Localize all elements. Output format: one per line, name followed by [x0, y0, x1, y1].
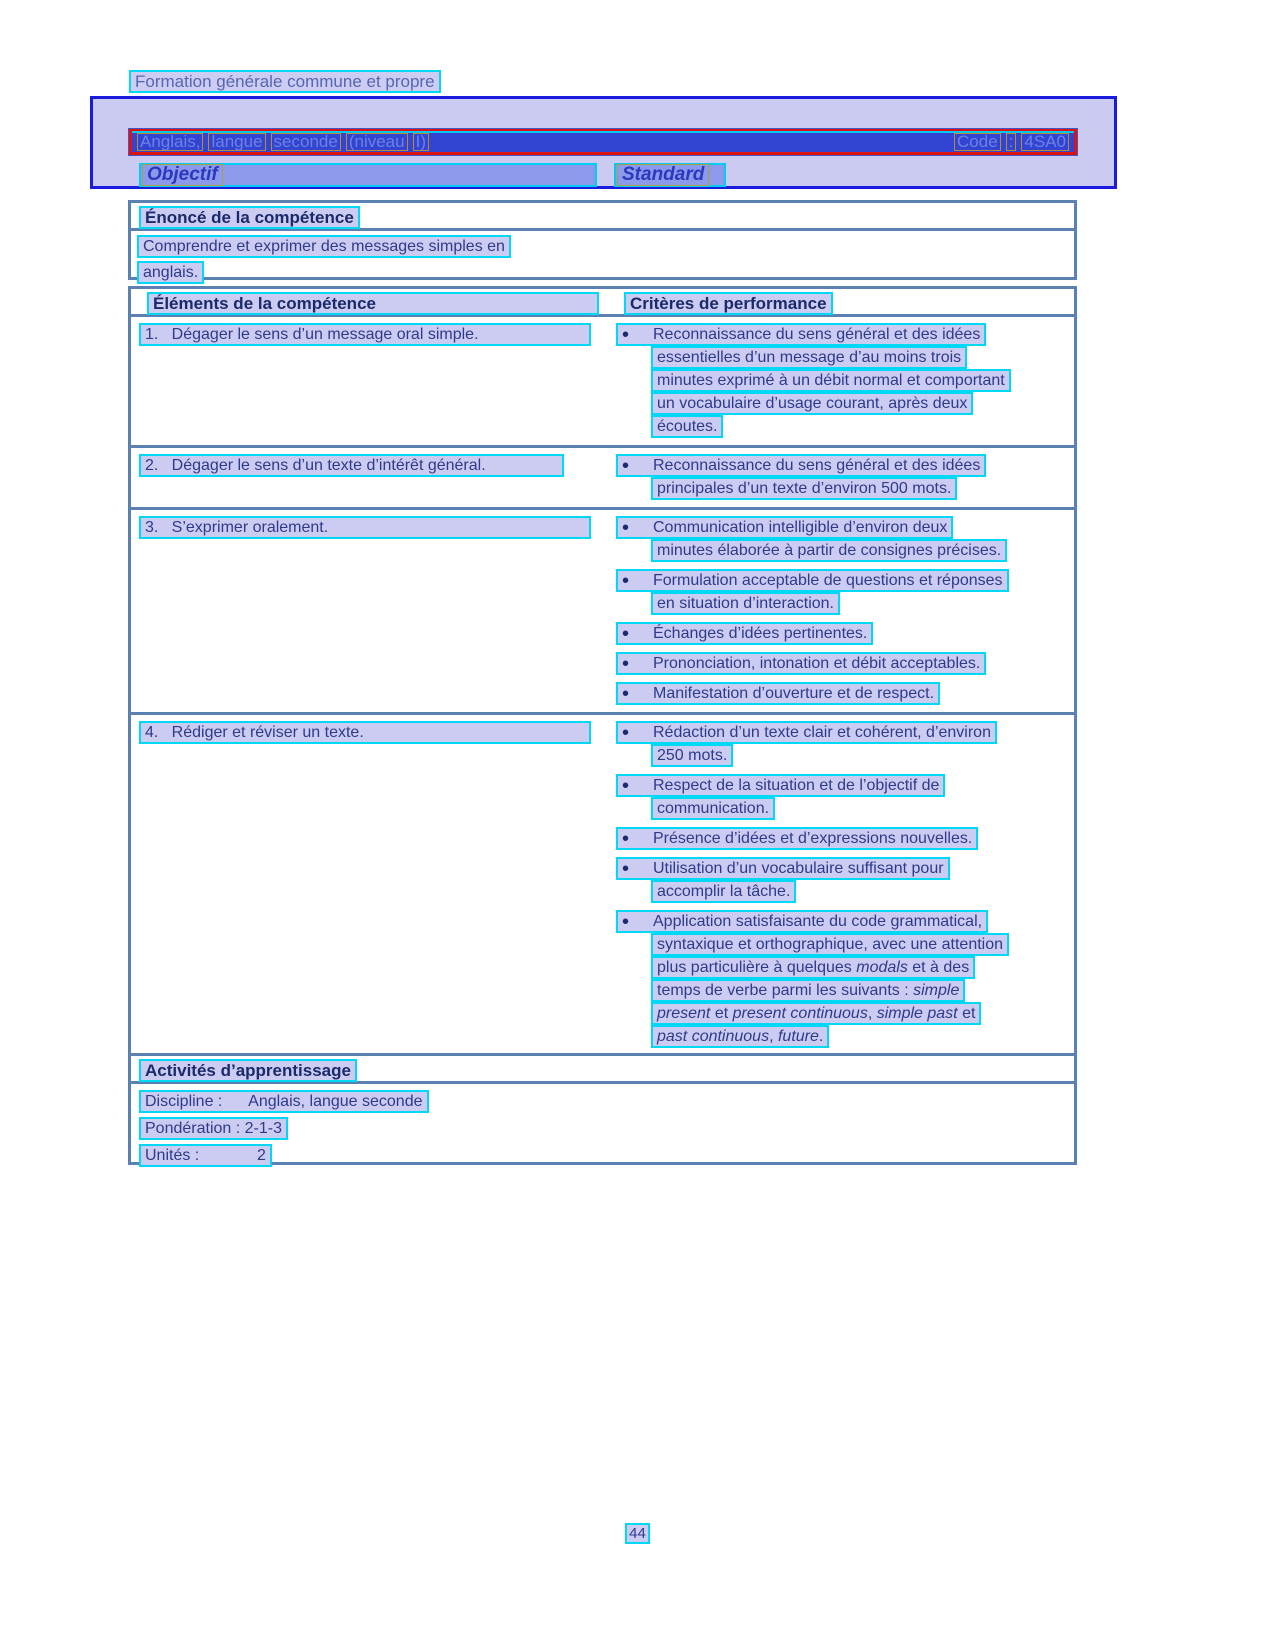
banner-course — [137, 133, 429, 151]
criterion-line — [616, 857, 1068, 880]
banner-word: seconde — [271, 133, 341, 151]
competence-row — [131, 715, 1074, 1085]
criterion-line — [651, 744, 1068, 767]
criterion-item — [616, 652, 1068, 675]
criterion-item — [616, 454, 1068, 500]
enonce-title: Énoncé de la compétence — [139, 206, 360, 229]
criterion-line — [651, 880, 1068, 903]
criterion-line — [616, 827, 1068, 850]
text-highlight — [616, 323, 986, 346]
text-highlight: Unités : 2 — [139, 1144, 272, 1167]
criterion-line — [616, 721, 1068, 744]
criterion-line — [651, 797, 1068, 820]
text-highlight — [616, 516, 953, 539]
criteria-cell — [616, 510, 1074, 712]
criteres-header-cell — [624, 292, 833, 314]
criterion-line — [651, 956, 1068, 979]
objectif-standard-panel — [90, 96, 1117, 189]
criterion-text: Formulation acceptable de questions et réponses — [653, 572, 1003, 589]
page-number-container — [0, 1523, 1275, 1544]
criterion-text: Application satisfaisante du code grammatical, — [653, 913, 983, 930]
banner-code-word: Code — [954, 133, 1001, 151]
text-highlight: communication. — [651, 797, 775, 820]
text-highlight — [616, 910, 988, 933]
text-highlight — [616, 682, 940, 705]
activites-title: Activités d’apprentissage — [139, 1059, 357, 1082]
text-highlight: essentielles d’un message d’au moins trois — [651, 346, 967, 369]
criterion-line — [651, 1002, 1068, 1025]
criterion-line — [616, 454, 1068, 477]
text-highlight: un vocabulaire d’usage courant, après deux — [651, 392, 973, 415]
banner-code-word: 4SA0 — [1021, 133, 1069, 151]
standard-column-header — [614, 163, 726, 187]
element-text: 4. Rédiger et réviser un texte. — [139, 721, 591, 744]
bullet-icon: • — [622, 569, 630, 592]
criterion-line — [651, 933, 1068, 956]
activites-table — [128, 1053, 1077, 1165]
criterion-item — [616, 323, 1068, 438]
criterion-item — [616, 910, 1068, 1048]
banner-word: I) — [413, 133, 429, 151]
running-header — [129, 70, 441, 93]
text-highlight: present et present continuous, simple past et — [651, 1002, 981, 1025]
criterion-line — [651, 477, 1068, 500]
text-highlight: écoutes. — [651, 415, 723, 438]
bullet-icon: • — [622, 774, 630, 797]
criterion-line — [651, 415, 1068, 438]
competence-table — [128, 286, 1077, 1088]
criterion-item — [616, 827, 1068, 850]
bullet-icon: • — [622, 323, 630, 346]
banner-code — [954, 133, 1069, 151]
criterion-item — [616, 569, 1068, 615]
text-highlight: minutes exprimé à un débit normal et comportant — [651, 369, 1011, 392]
text-highlight — [616, 857, 950, 880]
criterion-line — [651, 539, 1068, 562]
criterion-line — [651, 346, 1068, 369]
criterion-item — [616, 857, 1068, 903]
competence-header-row — [131, 289, 1074, 317]
activites-line — [139, 1117, 1074, 1144]
criteres-header: Critères de performance — [624, 292, 833, 315]
banner-word: langue — [208, 133, 265, 151]
criterion-line — [616, 323, 1068, 346]
banner-word: Anglais, — [137, 133, 203, 151]
criterion-line — [651, 1025, 1068, 1048]
text-highlight: Discipline : Anglais, langue seconde — [139, 1090, 429, 1113]
criterion-text: Présence d’idées et d’expressions nouvelles. — [653, 830, 973, 847]
competence-rows — [131, 317, 1074, 1085]
criteria-cell — [616, 317, 1074, 445]
elements-header-cell — [139, 292, 624, 314]
criterion-line — [651, 392, 1068, 415]
text-highlight — [616, 827, 978, 850]
element-text: 1. Dégager le sens d’un message oral simple. — [139, 323, 591, 346]
criterion-line — [616, 682, 1068, 705]
text-highlight: Comprendre et exprimer des messages simples en — [137, 235, 511, 258]
text-highlight — [616, 652, 986, 675]
criterion-text: Reconnaissance du sens général et des idées — [653, 457, 981, 474]
text-highlight: minutes élaborée à partir de consignes précises. — [651, 539, 1007, 562]
criterion-line — [616, 910, 1068, 933]
text-highlight — [616, 774, 945, 797]
element-text: 2. Dégager le sens d’un texte d’intérêt général. — [139, 454, 564, 477]
competence-row — [131, 448, 1074, 510]
element-cell — [131, 510, 616, 712]
criterion-text: Communication intelligible d’environ deux — [653, 519, 948, 536]
criterion-line — [616, 774, 1068, 797]
course-title-banner — [128, 128, 1078, 156]
element-text: 3. S’exprimer oralement. — [139, 516, 591, 539]
banner-code-word: : — [1006, 133, 1017, 151]
elements-header: Éléments de la compétence — [147, 292, 599, 315]
competence-row — [131, 510, 1074, 715]
criterion-item — [616, 516, 1068, 562]
criterion-line — [616, 569, 1068, 592]
text-highlight — [616, 721, 997, 744]
text-highlight: past continuous, future. — [651, 1025, 829, 1048]
text-highlight: 250 mots. — [651, 744, 733, 767]
text-highlight: plus particulière à quelques modals et à des — [651, 956, 975, 979]
criterion-text: Rédaction d’un texte clair et cohérent, d’environ — [653, 724, 991, 741]
text-highlight: anglais. — [137, 261, 204, 284]
enonce-header-row — [131, 203, 1074, 231]
bullet-icon: • — [622, 721, 630, 744]
standard-label: Standard — [617, 164, 709, 186]
element-cell — [131, 317, 616, 445]
bullet-icon: • — [622, 516, 630, 539]
activites-line — [139, 1090, 1074, 1117]
bullet-icon: • — [622, 857, 630, 880]
banner-word: (niveau — [346, 133, 408, 151]
text-highlight: accomplir la tâche. — [651, 880, 796, 903]
activites-header-row — [131, 1056, 1074, 1084]
text-highlight: temps de verbe parmi les suivants : simple — [651, 979, 965, 1002]
text-highlight — [616, 569, 1009, 592]
criterion-line — [616, 652, 1068, 675]
criterion-line — [651, 369, 1068, 392]
text-highlight: principales d’un texte d’environ 500 mots. — [651, 477, 957, 500]
criterion-text: Prononciation, intonation et débit acceptables. — [653, 655, 981, 672]
text-highlight: Pondération : 2-1-3 — [139, 1117, 288, 1140]
element-cell — [131, 715, 616, 1085]
criterion-item — [616, 682, 1068, 705]
criterion-text: Échanges d’idées pertinentes. — [653, 625, 868, 642]
criterion-text: Manifestation d’ouverture et de respect. — [653, 685, 935, 702]
bullet-icon: • — [622, 622, 630, 645]
enonce-body — [131, 231, 1074, 287]
bullet-icon: • — [622, 910, 630, 933]
criteria-cell — [616, 448, 1074, 507]
text-highlight — [616, 454, 986, 477]
activites-line — [139, 1144, 1074, 1171]
text-highlight: en situation d’interaction. — [651, 592, 840, 615]
criterion-line — [616, 622, 1068, 645]
criterion-line — [651, 592, 1068, 615]
enonce-table — [128, 200, 1077, 280]
competence-row — [131, 317, 1074, 448]
element-cell — [131, 448, 616, 507]
page-number: 44 — [625, 1523, 650, 1544]
running-header-text: Formation générale commune et propre — [129, 70, 441, 93]
criterion-text: Respect de la situation et de l’objectif de — [653, 777, 940, 794]
objectif-column-header — [139, 163, 597, 187]
objectif-label: Objectif — [142, 164, 223, 186]
criterion-item — [616, 622, 1068, 645]
bullet-icon: • — [622, 827, 630, 850]
enonce-line — [137, 261, 1074, 287]
course-title-banner-inner — [129, 129, 1077, 155]
text-highlight: syntaxique et orthographique, avec une attention — [651, 933, 1009, 956]
criterion-item — [616, 774, 1068, 820]
criterion-line — [651, 979, 1068, 1002]
criteria-cell — [616, 715, 1074, 1085]
criterion-text: Reconnaissance du sens général et des idées — [653, 326, 981, 343]
bullet-icon: • — [622, 652, 630, 675]
activites-body — [131, 1084, 1074, 1171]
text-highlight — [616, 622, 873, 645]
enonce-line — [137, 235, 1074, 261]
criterion-text: Utilisation d’un vocabulaire suffisant pour — [653, 860, 944, 877]
bullet-icon: • — [622, 682, 630, 705]
criterion-item — [616, 721, 1068, 767]
criterion-line — [616, 516, 1068, 539]
bullet-icon: • — [622, 454, 630, 477]
